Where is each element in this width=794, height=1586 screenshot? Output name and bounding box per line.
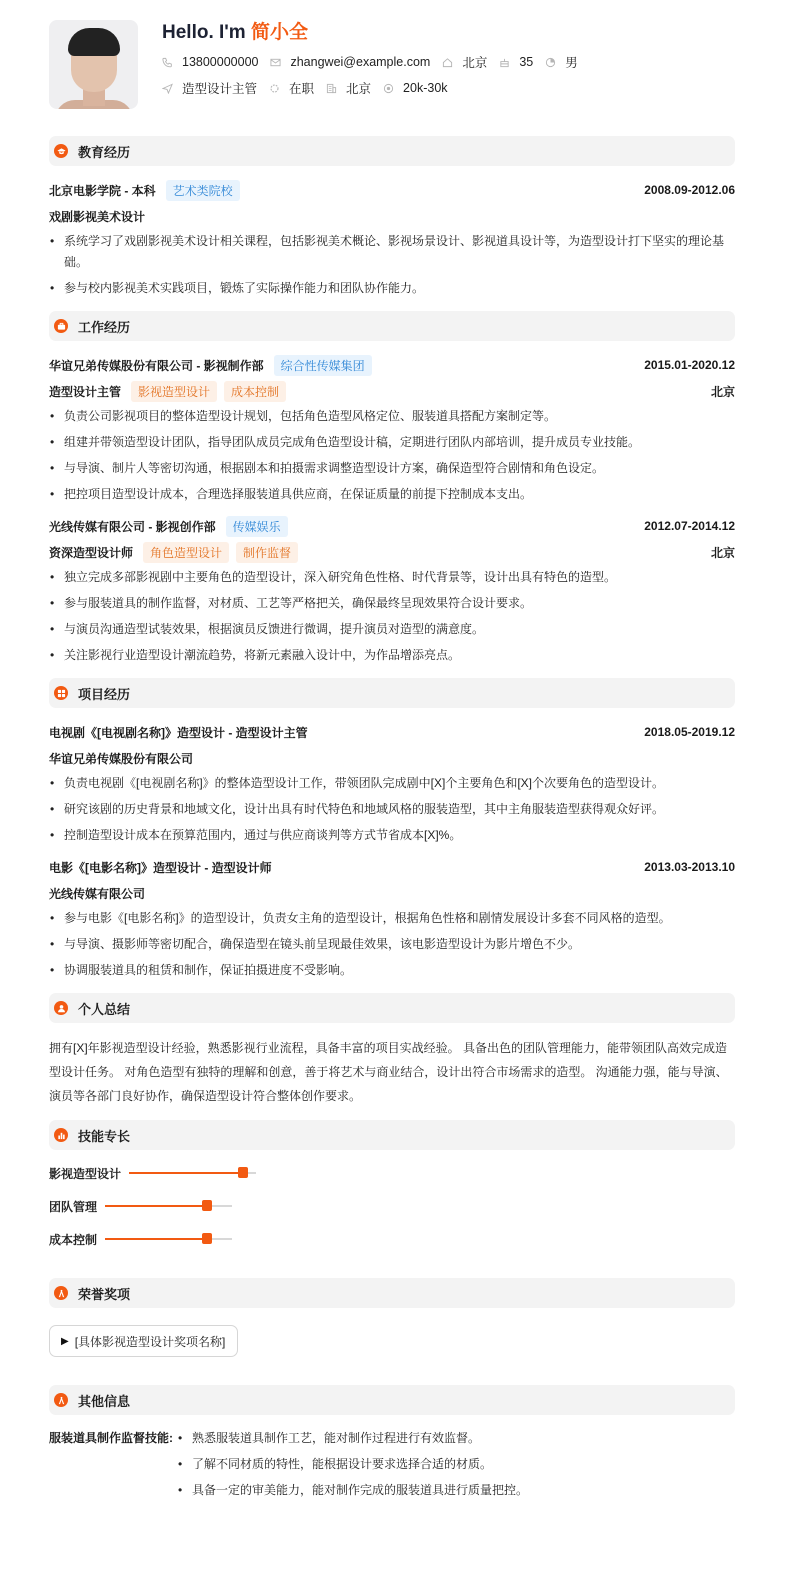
- award-name: [具体影视造型设计奖项名称]: [74, 1334, 226, 1349]
- list-item: • 参与电影《[电影名称]》的造型设计，负责女主角的造型设计，根据角色性格和剧情发展设计多套不同风格的造型。: [49, 908, 735, 929]
- project-entry: [49, 856, 735, 981]
- summary-text: 拥有[X]年影视造型设计经验，熟悉影视行业流程，具备丰富的项目实战经验。 具备出色的团队管理能力，能带领团队高效完成造型设计任务。 对角色造型有独特的理解和创意，善于将艺术与商业结合，设计出符合市场需求的造型。 沟通能力强，能与导演、演员等各部门良好协作，确保造型设计符合整体创作要求。: [49, 1041, 728, 1103]
- briefcase-icon: [54, 319, 68, 333]
- job-title: 造型设计主管: [49, 384, 122, 399]
- project-date: 2018.05-2019.12: [644, 725, 735, 739]
- list-item: • 控制造型设计成本在预算范围内，通过与供应商谈判等方式节省成本[X]%。: [49, 825, 735, 846]
- list-item: • 组建并带领造型设计团队，指导团队成员完成角色造型设计稿，定期进行团队内部培训，提升成员专业技能。: [49, 432, 735, 453]
- list-item: • 参与校内影视美术实践项目，锻炼了实际操作能力和团队协作能力。: [49, 278, 735, 299]
- education-entry: [49, 179, 735, 299]
- skills-list: [49, 1163, 735, 1262]
- skill-tag: 影视造型设计: [131, 381, 217, 402]
- list-item: • 把控项目造型设计成本，合理选择服装道具供应商，在保证质量的前提下控制成本支出。: [49, 484, 735, 505]
- skill-tag: 成本控制: [224, 381, 286, 402]
- work-city-item: 北京: [326, 79, 371, 97]
- other-label: 服装道具制作监督技能:: [49, 1431, 173, 1445]
- salary-icon: [383, 83, 394, 94]
- list-item: • 参与服装道具的制作监督，对材质、工艺等严格把关，确保最终呈现效果符合设计要求。: [49, 593, 735, 614]
- school-name: 北京电影学院 - 本科: [49, 183, 156, 198]
- skill-item: 成本控制: [49, 1229, 397, 1249]
- other-heading: 其他信息: [49, 1385, 735, 1415]
- position-item: 造型设计主管: [162, 79, 257, 97]
- job-title: 资深造型设计师: [49, 545, 134, 560]
- skill-slider: [105, 1238, 232, 1240]
- gender-item: 男: [545, 53, 578, 71]
- job-intent-row: [162, 78, 590, 98]
- gender-icon: [545, 57, 556, 68]
- work-entry: [49, 354, 735, 505]
- slider-thumb: [202, 1200, 212, 1211]
- project-name: 电视剧《[电视剧名称]》造型设计 - 造型设计主管: [49, 725, 308, 740]
- status-icon: [269, 83, 280, 94]
- other-item: [49, 1428, 735, 1506]
- email-icon: [270, 57, 281, 68]
- education-section: [49, 136, 735, 299]
- bar-chart-icon: [54, 1128, 68, 1142]
- graduation-cap-icon: [54, 144, 68, 158]
- profile-info: [162, 20, 590, 98]
- education-bullets: [49, 231, 735, 299]
- list-item: • 具备一定的审美能力，能对制作完成的服装道具进行质量把控。: [177, 1480, 528, 1501]
- honors-heading: 荣誉奖项: [49, 1278, 735, 1308]
- slider-thumb: [238, 1167, 248, 1178]
- email-item: zhangwei@example.com: [270, 55, 430, 69]
- greeting-title: Hello. I'm 简小全: [162, 22, 308, 43]
- education-heading: 教育经历: [49, 136, 735, 166]
- list-item: • 协调服装道具的租赁和制作，保证拍摄进度不受影响。: [49, 960, 735, 981]
- school-tag: 艺术类院校: [166, 180, 240, 201]
- candidate-name: 简小全: [250, 22, 308, 43]
- contact-row: [162, 52, 590, 72]
- work-city: 北京: [710, 545, 735, 560]
- salary-item: 20k-30k: [383, 81, 447, 95]
- company-tag: 传媒娱乐: [226, 516, 288, 537]
- status-item: 在职: [269, 79, 314, 97]
- project-bullets: [49, 773, 735, 846]
- list-item: • 负责电视剧《[电视剧名称]》的整体造型设计工作，带领团队完成剧中[X]个主要角色和[X]个次要角色的造型设计。: [49, 773, 735, 794]
- skill-item: 影视造型设计: [49, 1163, 397, 1183]
- project-company: 光线传媒有限公司: [49, 886, 146, 901]
- skills-heading: 技能专长: [49, 1120, 735, 1150]
- skill-slider: [105, 1205, 232, 1207]
- other-section: [49, 1385, 735, 1506]
- skill-tag: 角色造型设计: [143, 542, 229, 563]
- list-item: • 负责公司影视项目的整体造型设计规划，包括角色造型风格定位、服装道具搭配方案制定等。: [49, 406, 735, 427]
- work-entry: [49, 515, 735, 666]
- send-icon: [162, 83, 173, 94]
- phone-item: 13800000000: [162, 55, 258, 69]
- project-date: 2013.03-2013.10: [644, 860, 735, 874]
- list-item: • 独立完成多部影视剧中主要角色的造型设计，深入研究角色性格、时代背景等，设计出具有特色的造型。: [49, 567, 735, 588]
- company-name: 华谊兄弟传媒股份有限公司 - 影视制作部: [49, 358, 264, 373]
- work-date: 2015.01-2020.12: [644, 358, 735, 372]
- list-item: • 了解不同材质的特性，能根据设计要求选择合适的材质。: [177, 1454, 528, 1475]
- project-name: 电影《[电影名称]》造型设计 - 造型设计师: [49, 860, 272, 875]
- list-item: • 与导演、制片人等密切沟通，根据剧本和拍摄需求调整造型设计方案，确保造型符合剧情和角色设定。: [49, 458, 735, 479]
- company-tag: 综合性传媒集团: [274, 355, 372, 376]
- project-entry: [49, 721, 735, 846]
- list-item: • 熟悉服装道具制作工艺，能对制作过程进行有效监督。: [177, 1428, 528, 1449]
- summary-heading: 个人总结: [49, 993, 735, 1023]
- award-icon: [54, 1286, 68, 1300]
- honors-section: [49, 1278, 735, 1373]
- project-bullets: [49, 908, 735, 981]
- summary-section: [49, 993, 735, 1108]
- work-section: [49, 311, 735, 666]
- phone-icon: [162, 57, 173, 68]
- work-city: 北京: [710, 384, 735, 399]
- grid-icon: [54, 686, 68, 700]
- skill-slider: [129, 1172, 256, 1174]
- list-item: • 系统学习了戏剧影视美术设计相关课程，包括影视美术概论、影视场景设计、影视道具设计等，为造型设计打下坚实的理论基础。: [49, 231, 735, 273]
- work-bullets: [49, 406, 735, 505]
- projects-section: [49, 678, 735, 981]
- education-date: 2008.09-2012.06: [644, 183, 735, 197]
- project-company: 华谊兄弟传媒股份有限公司: [49, 751, 194, 766]
- compass-icon: [54, 1393, 68, 1407]
- avatar: [49, 20, 138, 109]
- profile-header: [49, 20, 735, 110]
- caret-right-icon: ▶: [61, 1335, 69, 1347]
- list-item: • 与演员沟通造型试装效果，根据演员反馈进行微调，提升演员对造型的满意度。: [49, 619, 735, 640]
- projects-heading: 项目经历: [49, 678, 735, 708]
- skills-section: [49, 1120, 735, 1262]
- list-item: • 与导演、摄影师等密切配合，确保造型在镜头前呈现最佳效果，该电影造型设计为影片增色不少。: [49, 934, 735, 955]
- work-heading: 工作经历: [49, 311, 735, 341]
- location-item: 北京: [442, 53, 487, 71]
- major: 戏剧影视美术设计: [49, 209, 146, 224]
- award-toggle[interactable]: [49, 1325, 238, 1357]
- skill-tag: 制作监督: [236, 542, 298, 563]
- company-name: 光线传媒有限公司 - 影视创作部: [49, 519, 216, 534]
- building-icon: [326, 83, 337, 94]
- cake-icon: [499, 57, 510, 68]
- list-item: • 关注影视行业造型设计潮流趋势，将新元素融入设计中，为作品增添亮点。: [49, 645, 735, 666]
- work-bullets: [49, 567, 735, 666]
- slider-thumb: [202, 1233, 212, 1244]
- other-bullets: [177, 1428, 528, 1506]
- list-item: • 研究该剧的历史背景和地域文化，设计出具有时代特色和地域风格的服装造型，其中主角服装造型获得观众好评。: [49, 799, 735, 820]
- user-icon: [54, 1001, 68, 1015]
- home-icon: [442, 57, 453, 68]
- skill-item: 团队管理: [49, 1196, 397, 1216]
- work-date: 2012.07-2014.12: [644, 519, 735, 533]
- age-item: 35: [499, 55, 533, 69]
